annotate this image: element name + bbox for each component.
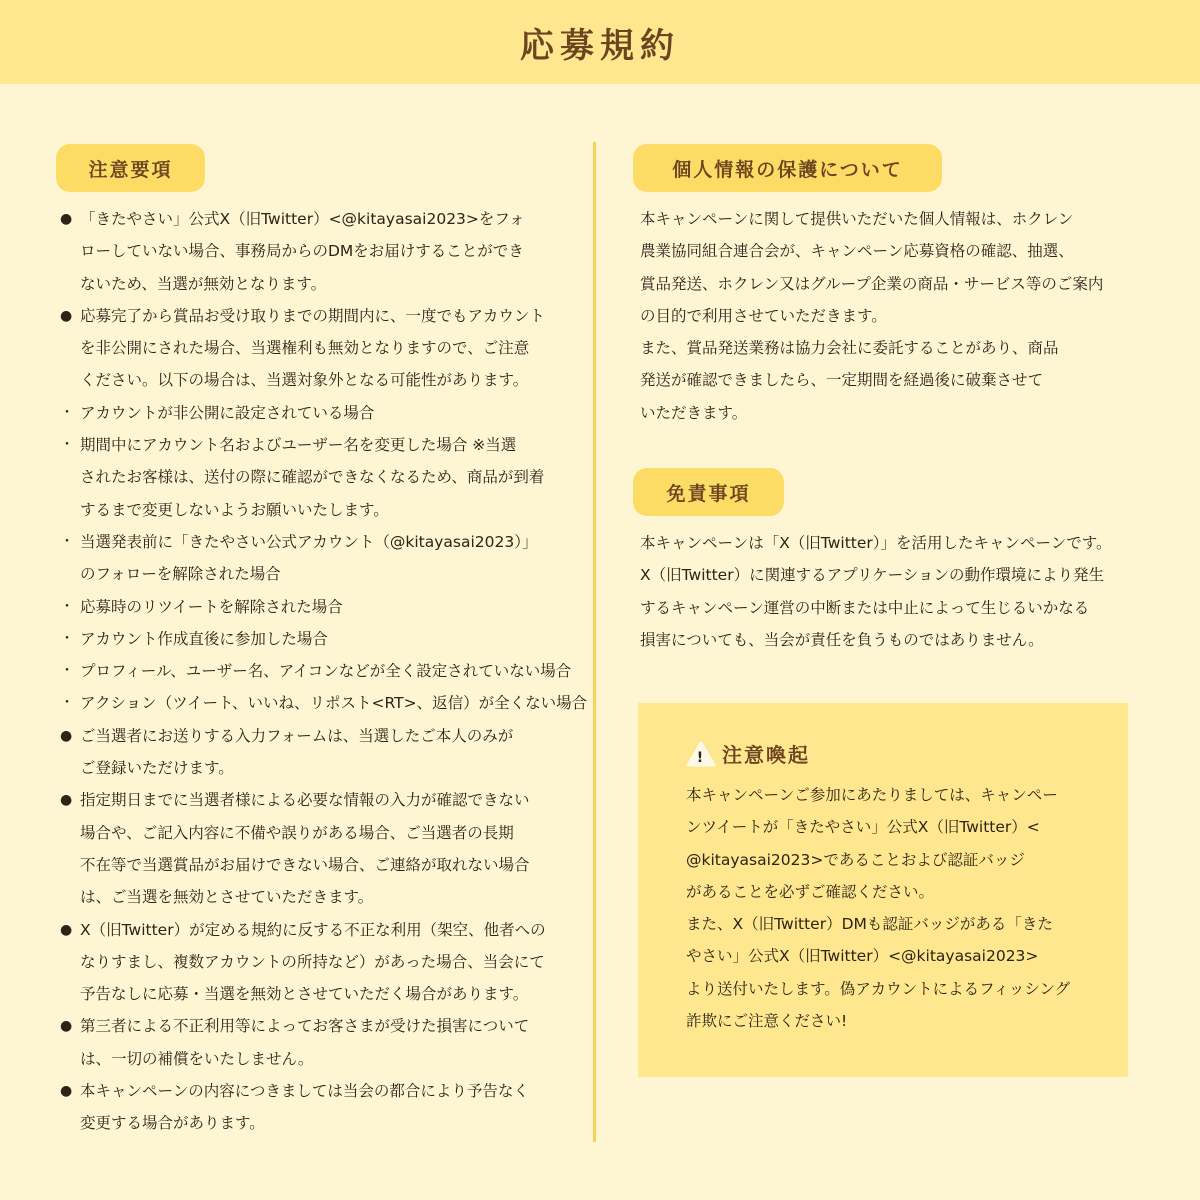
caution-box [638, 703, 1128, 1077]
list-item-line: X（旧Twitter）が定める規約に反する不正な利用（架空、他者への [80, 920, 546, 939]
text-line: ンツイートが「きたやさい」公式X（旧Twitter）< [686, 818, 1040, 837]
list-item-line: 本キャンペーンの内容につきましては当会の都合により予告なく [80, 1082, 529, 1101]
list-item-line: 応募完了から賞品お受け取りまでの期間内に、一度でもアカウント [80, 306, 545, 325]
page-title: 応募規約 [520, 25, 680, 66]
warning-icon [686, 741, 716, 767]
privacy-text [640, 203, 1140, 429]
text-line: @kitayasai2023>であることおよび認証バッジ [686, 850, 1025, 869]
list-item-line: を非公開にされた場合、当選権利も無効となりますので、ご注意 [80, 339, 530, 358]
list-item-line: ください。以下の場合は、当選対象外となる可能性があります。 [80, 371, 529, 390]
bullet-dot-icon: ● [60, 921, 73, 938]
text-line: するキャンペーン運営の中断または中止によって生じるいかなる [640, 598, 1090, 617]
bullet-middot-icon: ・ [60, 663, 74, 680]
list-item-line: 不在等で当選賞品がお届けできない場合、ご連絡が取れない場合 [80, 855, 530, 874]
list-item-line: 期間中にアカウント名およびユーザー名を変更した場合 ※当選 [80, 436, 517, 455]
list-item [60, 203, 560, 300]
list-item-line: アクション（ツイート、いいね、リポスト<RT>、返信）が全くない場合 [80, 694, 588, 713]
list-item-line: 「きたやさい」公式X（旧Twitter）<@kitayasai2023>をフォ [80, 210, 525, 228]
list-item-line: なりすまし、複数アカウントの所持など）があった場合、当会にて [80, 952, 545, 971]
list-item-line: されたお客様は、送付の際に確認ができなくなるため、商品が到着 [80, 468, 545, 487]
bullet-dot-icon: ● [60, 307, 73, 324]
list-item-line: ご当選者にお送りする入力フォームは、当選したご本人のみが [80, 726, 514, 745]
caution-heading-text: 注意喚起 [722, 743, 810, 767]
svg-text:!: ! [696, 749, 706, 766]
list-item [60, 655, 572, 687]
list-item-line: 応募時のリツイートを解除された場合 [80, 597, 343, 616]
list-item [60, 300, 560, 397]
list-item-line: のフォローを解除された場合 [80, 565, 281, 584]
list-item-line: アカウントが非公開に設定されている場合 [80, 403, 375, 422]
list-item-line: 第三者による不正利用等によってお客さまが受けた損害について [80, 1017, 530, 1036]
list-item-line: ご登録いただけます。 [80, 759, 234, 778]
section-heading-disclaimer: 免責事項 [633, 468, 784, 516]
text-line: また、X（旧Twitter）DMも認証バッジがある「きた [686, 915, 1053, 934]
bullet-dot-icon: ● [60, 211, 73, 227]
bullet-dot-icon: ● [60, 792, 73, 809]
list-item-line: アカウント作成直後に参加した場合 [80, 629, 328, 648]
text-line: があることを必ずご確認ください。 [686, 882, 935, 901]
bullet-middot-icon: ・ [60, 533, 74, 550]
column-divider [593, 142, 596, 1142]
list-item [60, 687, 588, 719]
list-item [60, 429, 560, 526]
list-item-line: 場合や、ご記入内容に不備や誤りがある場合、ご当選者の長期 [80, 823, 514, 842]
list-item [60, 1075, 560, 1140]
list-item [60, 623, 560, 655]
list-item-line: するまで変更しないようお願いいたします。 [80, 500, 389, 519]
list-item [60, 1010, 560, 1075]
disclaimer-text [640, 527, 1140, 656]
notes-list [60, 203, 588, 1140]
text-line: 農業協同組合連合会が、キャンペーン応募資格の確認、抽選、 [640, 242, 1074, 261]
list-item [60, 526, 560, 591]
text-line: より送付いたします。偽アカウントによるフィッシング [686, 979, 1071, 998]
list-item [60, 397, 560, 429]
bullet-middot-icon: ・ [60, 630, 74, 647]
section-heading-privacy: 個人情報の保護について [633, 144, 942, 192]
caution-heading [686, 739, 810, 768]
bullet-dot-icon: ● [60, 1018, 73, 1035]
caution-text [686, 779, 1070, 1037]
bullet-dot-icon: ● [60, 1083, 73, 1100]
text-line: 本キャンペーンに関して提供いただいた個人情報は、ホクレン [640, 210, 1074, 228]
section-heading-notes: 注意要項 [56, 144, 205, 192]
text-line: 発送が確認できましたら、一定期間を経過後に破棄させて [640, 371, 1044, 390]
text-line: いただきます。 [640, 403, 748, 422]
list-item-line: は、ご当選を無効とさせていただきます。 [80, 888, 374, 907]
list-item-line: ないため、当選が無効となります。 [80, 274, 327, 293]
list-item-line: 予告なしに応募・当選を無効とさせていただく場合があります。 [80, 985, 529, 1004]
bullet-middot-icon: ・ [60, 404, 74, 421]
text-line: 詐欺にご注意ください! [686, 1012, 848, 1031]
text-line: 本キャンペーンご参加にあたりましては、キャンペー [686, 786, 1058, 804]
text-line: やさい」公式X（旧Twitter）<@kitayasai2023> [686, 947, 1039, 966]
bullet-middot-icon: ・ [60, 437, 74, 454]
bullet-middot-icon: ・ [60, 695, 74, 712]
list-item [60, 784, 560, 913]
text-line: 賞品発送、ホクレン又はグループ企業の商品・サービス等のご案内 [640, 274, 1104, 293]
list-item-line: は、一切の補償をいたしません。 [80, 1049, 314, 1068]
bullet-dot-icon: ● [60, 727, 73, 744]
list-item-line: ローしていない場合、事務局からのDMをお届けすることができ [80, 242, 524, 261]
list-item [60, 591, 560, 623]
list-item-line: 変更する場合があります。 [80, 1114, 265, 1133]
list-item-line: プロフィール、ユーザー名、アイコンなどが全く設定されていない場合 [80, 662, 572, 681]
list-item [60, 914, 560, 1011]
header-banner [0, 0, 1200, 84]
list-item-line: 当選発表前に「きたやさい公式アカウント（@kitayasai2023）」 [80, 532, 538, 551]
list-item-line: 指定期日までに当選者様による必要な情報の入力が確認できない [80, 791, 530, 810]
bullet-middot-icon: ・ [60, 598, 74, 615]
text-line: 本キャンペーンは「X（旧Twitter）」を活用したキャンペーンです。 [640, 534, 1112, 552]
text-line: また、賞品発送業務は協力会社に委託することがあり、商品 [640, 339, 1059, 358]
text-line: 損害についても、当会が責任を負うものではありません。 [640, 630, 1044, 649]
text-line: X（旧Twitter）に関連するアプリケーションの動作環境により発生 [640, 566, 1105, 585]
list-item [60, 720, 560, 785]
text-line: の目的で利用させていただきます。 [640, 306, 887, 325]
